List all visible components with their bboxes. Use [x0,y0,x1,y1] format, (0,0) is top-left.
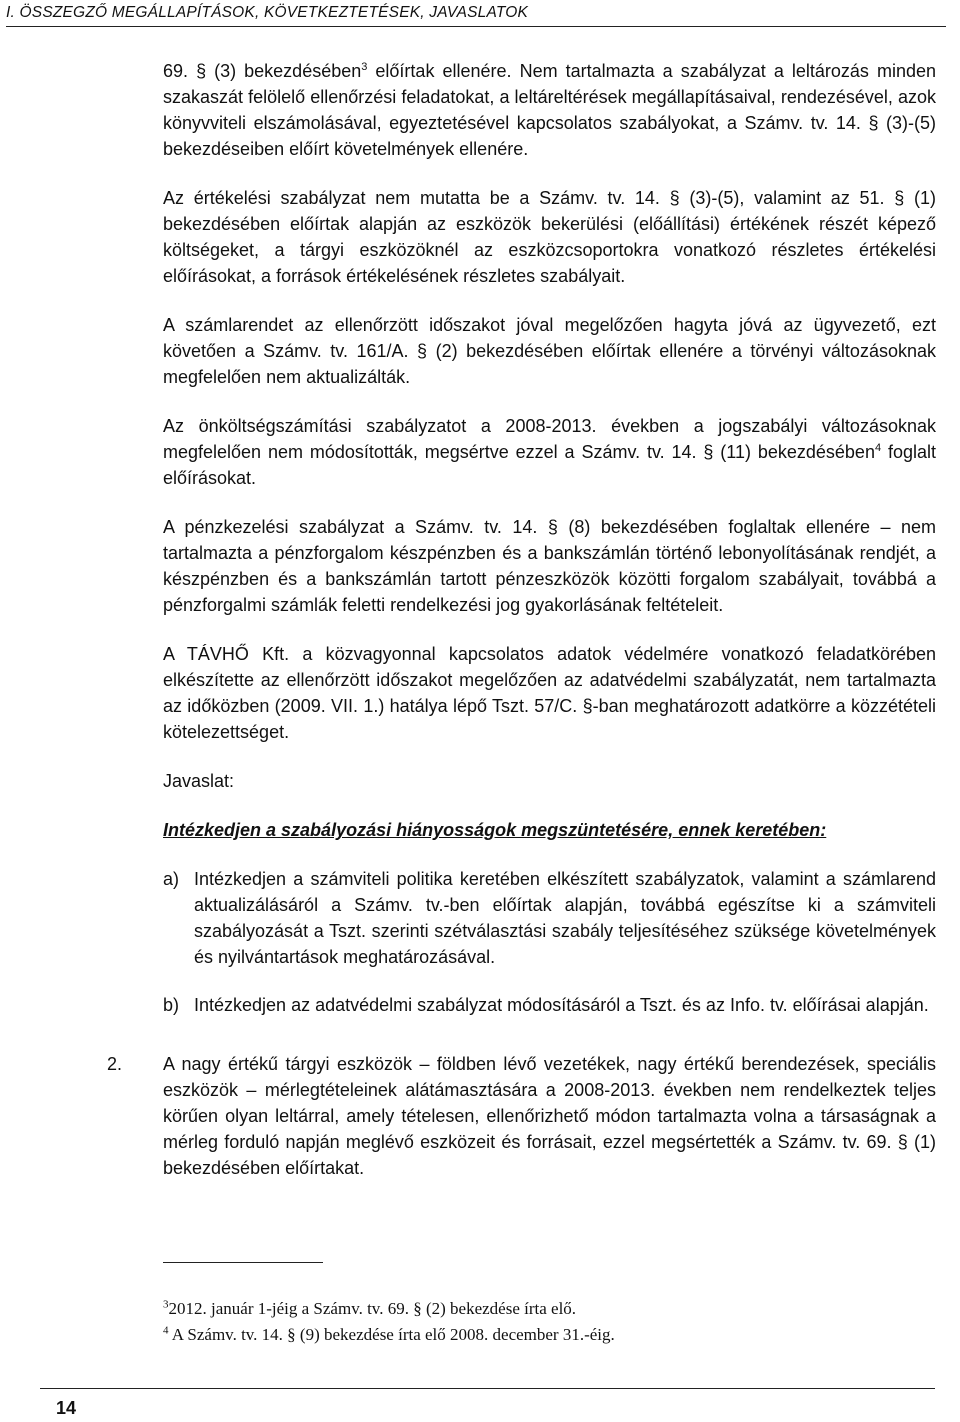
footnotes [163,1296,933,1348]
paragraph-cash-management: A pénzkezelési szabályzat a Számv. tv. 14. § (8) bekezdésében foglaltak ellenére – nem tartalmazta a pénzforgalom készpénzben és a bankszámlán történő lebonyolításának rendjét, a készpénzben és a bankszámlán tartott pénzeszközök közötti forgalom szabályait, továbbá a pénzforgalmi számlák feletti rendelkezési jog gyakorlásának feltételeit. [163,517,936,615]
paragraph-inventory: 69. § (3) bekezdésében$^3$ előírtak ellenére. Nem tartalmazta a szabályzat a leltározás minden szakaszát felölelő ellenőrzési feladatokat, a leltáreltérések megállapításaival, rendezésével, azok könyvviteli elszámolásával, egyeztetésével kapcsolatos szabályokat, a Számv. tv. 14. § (3)-(5) bekezdéseiben előírt követelmények ellenére. [163,61,936,159]
page-number: 14 [56,1398,77,1418]
finding-number: 2. [107,1054,123,1074]
recommendation-item [163,992,936,1018]
item-text: Intézkedjen a számviteli politika keretében elkészített szabályzatok, valamint a számlarend aktualizálásáról a Számv. tv.-ben előírtak alapján, továbbá egészítse ki a számviteli szabályozását a Tszt. szerinti szétválasztási szabály teljesítéséhez szüksége követelmények és nyilvántartások meghatározásával. [194,869,936,967]
footnote-divider [163,1262,323,1263]
recommendation-title: Intézkedjen a szabályozási hiányosságok megszüntetésére, ennek keretében: [163,820,827,840]
paragraph-valuation: Az értékelési szabályzat nem mutatta be a Számv. tv. 14. § (3)-(5), valamint az 51. § (1) bekezdésében előírtak alapján az eszközök bekerülési (előállítási) értékének részét képező költségeket, a tárgyi eszközöknél az eszközcsoportokra vonatkozó részletes értékelési előírásokat, a források értékelésének részletes szabályait. [163,188,936,286]
finding-2 [107,1051,936,1181]
page-divider [40,1388,935,1389]
paragraph-chart-of-accounts: A számlarendet az ellenőrzött időszakot jóval megelőzően hagyta jóvá az ügyvezető, ezt követően a Számv. tv. 161/A. § (2) bekezdésében előírtak ellenére a törvényi változásoknak megfelelően nem aktualizálták. [163,315,936,387]
paragraph-data-protection: A TÁVHŐ Kft. a közvagyonnal kapcsolatos adatok védelmére vonatkozó feladatkörében elkészítette az ellenőrzött időszakot megelőzően az adatvédelmi szabályzatát, nem tartalmazta az időközben (2009. VII. 1.) hatálya lépő Tszt. 57/C. §-ban meghatározott adatkörre a közzétételi kötelezettséget. [163,644,936,742]
recommendation-item [163,866,936,970]
footnote-ref-4: 4 [874,442,882,454]
recommendation-label: Javaslat: [163,771,235,791]
footnote-ref-3: 3 [361,61,368,73]
footnote-4: $^4$ A Számv. tv. 14. § (9) bekezdése írta elő 2008. december 31.-éig. [163,1324,615,1344]
item-marker: a) [163,869,180,889]
footnote-3: $^3$2012. január 1-jéig a Számv. tv. 69. § (2) bekezdése írta elő. [163,1298,577,1318]
running-header [6,4,946,27]
item-marker: b) [163,995,180,1015]
header-title: I. ÖSSZEGZŐ MEGÁLLAPÍTÁSOK, KÖVETKEZTETÉSEK, JAVASLATOK [6,4,529,21]
item-text: Intézkedjen az adatvédelmi szabályzat módosításáról a Tszt. és az Info. tv. előírásai alapján. [194,995,929,1015]
finding-text: A nagy értékű tárgyi eszközök – földben lévő vezetékek, nagy értékű berendezések, speciális eszközök – mérlegtételeinek alátámasztására a 2008-2013. években nem rendelkeztek teljes körűen olyan leltárral, amely tételesen, ellenőrizhető módon tartalmazta volna a társaságnak a mérleg forduló napján meglévő eszközeit és forrásait, ezzel megsértették a Számv. tv. 69. § (1) bekezdésében előírtakat. [163,1054,936,1178]
main-content [107,58,936,1181]
paragraph-costing: Az önköltségszámítási szabályzatot a 2008-2013. években a jogszabályi változásoknak megfelelően nem módosították, megsértve ezzel a Számv. tv. 14. § (11) bekezdésében$^4$ foglalt előírásokat. [163,416,936,488]
